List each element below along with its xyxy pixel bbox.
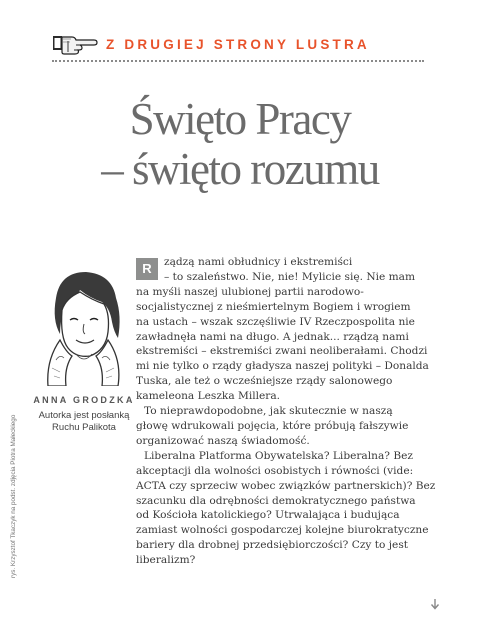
body-line: ACTA czy sprzeciw wobec związków partnerskich)? Bez: [136, 479, 436, 492]
body-line: organizować naszą świadomość.: [136, 434, 310, 447]
body-line: zawładnęła nami na długo. A jednak... rządzą nami: [136, 330, 409, 343]
title-line-1: Święto Pracy: [129, 94, 351, 144]
title-line-2: – święto rozumu: [101, 144, 379, 194]
body-line: głowę wdrukowali pojęcia, które próbują fałszywie: [136, 419, 409, 432]
article-title: [40, 94, 440, 194]
body-line: – to szaleństwo. Nie, nie! Mylicie się. Nie mam: [164, 270, 416, 283]
author-bio-line: Autorka jest posłanką: [38, 410, 130, 421]
illustration-credit: rys. Krzysztof Tkaczyk na podst. zdjęcia Piotra Małeckiego: [10, 414, 17, 578]
dotted-divider: [52, 60, 424, 62]
body-line: bariery dla drobnej przedsiębiorczości? Czy to jest: [136, 539, 409, 552]
body-line: od Kościoła katolickiego? Utrwalająca i budująca: [136, 509, 400, 522]
article-body: [136, 255, 436, 568]
section-header: [52, 30, 424, 58]
body-line: Liberalna Platforma Obywatelska? Liberalna? Bez: [144, 449, 413, 462]
body-line: na ustach – wszak szczęśliwie IV Rzeczpospolita nie: [136, 315, 415, 328]
author-name: ANNA GRODZKA: [33, 395, 135, 405]
drop-cap: R: [136, 258, 158, 280]
pointing-hand-icon: [52, 32, 98, 56]
body-line: szacunku dla odrębności demokratycznego państwa: [136, 494, 416, 507]
section-label: Z DRUGIEJ STRONY LUSTRA: [106, 36, 370, 52]
body-line: zamiast wolności gospodarczej kolejne biurokratyczne: [136, 524, 429, 537]
body-line: liberalizm?: [136, 554, 196, 567]
body-line: mi nie tylko o rządy gładysza naszej polityki – Donalda: [136, 360, 429, 373]
body-line: To nieprawdopodobne, jak skutecznie w naszą: [144, 405, 393, 418]
author-bio-line: Ruchu Palikota: [52, 422, 116, 433]
author-bio: [28, 410, 140, 434]
body-line: na myśli naszej ulubionej partii narodowo-: [136, 285, 364, 298]
body-line: socjalistycznej z nieśmiertelnym Bogiem i wrogiem: [136, 300, 411, 313]
author-portrait: [30, 268, 136, 386]
continue-arrow-icon: [430, 598, 440, 610]
body-line: Tuska, ale też o wcześniejsze rządy salonowego: [136, 375, 393, 388]
body-line: kameleona Leszka Millera.: [136, 390, 281, 403]
body-line: akceptacji dla wolności osobistych i równości (vide:: [136, 464, 414, 477]
body-line: ekstremiści – ekstremiści zwani neoliberałami. Chodzi: [136, 345, 428, 358]
body-line: ządzą nami obłudnicy i ekstremiści: [164, 256, 353, 268]
